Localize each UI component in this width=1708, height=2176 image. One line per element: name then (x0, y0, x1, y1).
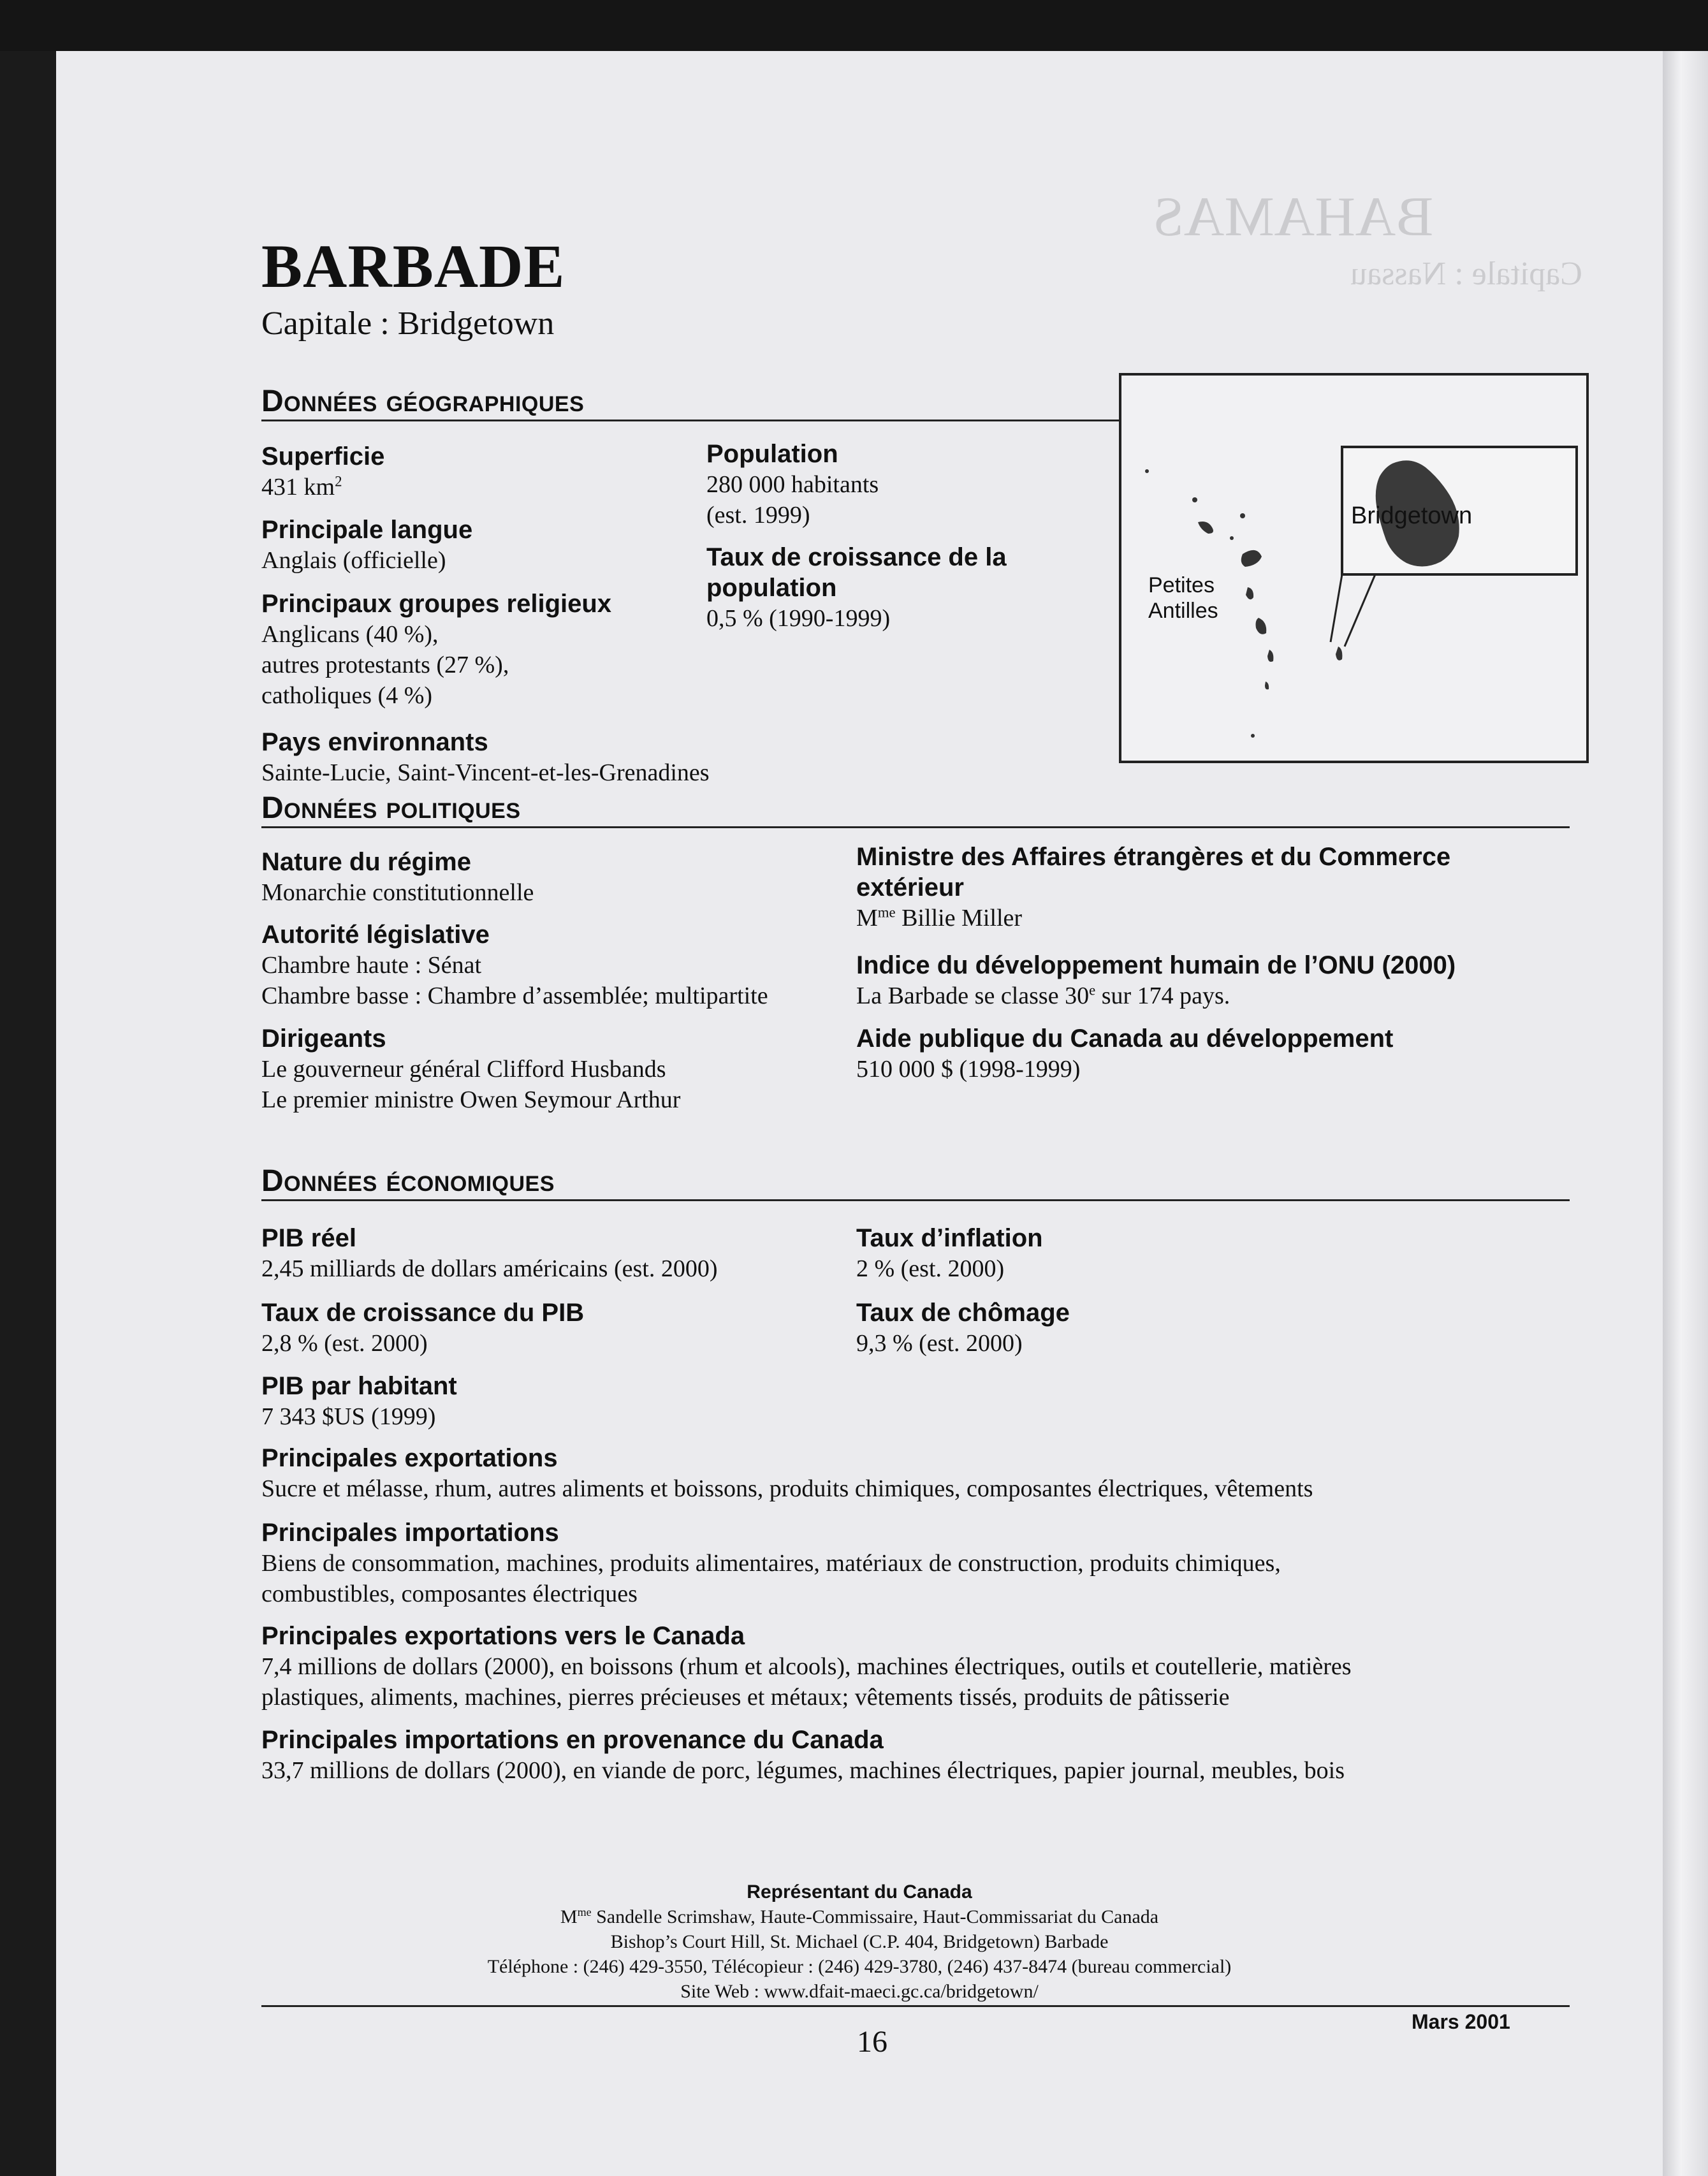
religion-label: Principaux groupes religieux (261, 590, 612, 618)
island-shape (1336, 646, 1342, 661)
religion-line: Anglicans (40 %), (261, 621, 439, 648)
leaders-block (261, 1023, 680, 1115)
island-shape (1246, 587, 1253, 599)
aid-block (856, 1023, 1393, 1084)
inset-pointer-line (1331, 574, 1342, 642)
location-map (1119, 373, 1589, 763)
imports-line: combustibles, composantes électriques (261, 1581, 638, 1607)
area-value: 431 $km^2$ (261, 473, 342, 500)
neighbours-block (261, 727, 710, 788)
show-through-text: BAHAMAS (1153, 186, 1434, 248)
imports-from-canada-label: Principales importations en provenance du Canada (261, 1726, 884, 1754)
legislature-line: Chambre haute : Sénat (261, 952, 482, 979)
island-dot (1145, 469, 1149, 473)
gdp-growth-label: Taux de croissance du PIB (261, 1299, 585, 1327)
hdi-block (856, 950, 1456, 1011)
island-dot (1192, 497, 1197, 502)
growth-value: 0,5 % (1990-1999) (706, 605, 891, 632)
inset-pointer-line (1345, 574, 1375, 646)
exports-to-canada-block (261, 1621, 1352, 1712)
language-value: Anglais (officielle) (261, 547, 446, 574)
religion-line: catholiques (4 %) (261, 682, 433, 709)
section-heading-economy: Données économiques (261, 1164, 555, 1198)
island-shape (1198, 522, 1213, 534)
section-rule (261, 420, 1119, 421)
neighbours-value: Sainte-Lucie, Saint-Vincent-et-les-Grenadines (261, 759, 710, 786)
page-title: BARBADE (261, 232, 566, 300)
section-rule (261, 1199, 1570, 1201)
next-page-edge (1663, 51, 1708, 2176)
imports-label: Principales importations (261, 1519, 559, 1547)
leaders-line: Le premier ministre Owen Seymour Arthur (261, 1086, 681, 1113)
exports-label: Principales exportations (261, 1444, 558, 1472)
map-city-label: Bridgetown (1351, 502, 1473, 529)
footer-rule (261, 2005, 1570, 2007)
legislature-line: Chambre basse : Chambre d’assemblée; multipartite (261, 982, 768, 1009)
page-number: 16 (857, 2025, 887, 2059)
religion-block (261, 588, 611, 711)
island-dot (1240, 513, 1245, 518)
language-label: Principale langue (261, 516, 473, 544)
section-heading-geography: Données géographiques (261, 384, 585, 418)
area-label: Superficie (261, 442, 385, 471)
gdp-growth-block (261, 1297, 584, 1359)
hdi-label: Indice du développement humain de l’ONU (2000) (856, 951, 1456, 979)
exports-to-canada-line: plastiques, aliments, machines, pierres précieuses et métaux; vêtements tissés, produits de pâtisserie (261, 1684, 1230, 1711)
neighbours-label: Pays environnants (261, 728, 488, 756)
map-region-label: Petites (1148, 573, 1215, 597)
scanner-border (0, 0, 1708, 51)
island-shape (1256, 618, 1267, 634)
leaders-label: Dirigeants (261, 1025, 386, 1053)
island-dot (1230, 536, 1234, 540)
minister-name: $M^{me}$ Billie Miller (856, 904, 1023, 931)
island-dot (1251, 734, 1255, 738)
exports-value: Sucre et mélasse, rhum, autres aliments et boissons, produits chimiques, composantes électriques, vêtements (261, 1475, 1313, 1502)
island-shape (1265, 682, 1269, 689)
section-heading-politics: Données politiques (261, 791, 521, 825)
unemployment-value: 9,3 % (est. 2000) (856, 1330, 1023, 1357)
exports-to-canada-label: Principales exportations vers le Canada (261, 1622, 745, 1650)
aid-value: 510 000 $ (1998-1999) (856, 1056, 1081, 1083)
gdp-growth-value: 2,8 % (est. 2000) (261, 1330, 428, 1357)
population-label: Population (706, 440, 838, 468)
population-block (706, 439, 879, 530)
map-graphic (1121, 376, 1586, 761)
gdp-label: PIB réel (261, 1224, 356, 1252)
leaders-line: Le gouverneur général Clifford Husbands (261, 1056, 666, 1083)
gdp-per-capita-value: 7 343 $US (1999) (261, 1403, 436, 1430)
unemployment-block (856, 1297, 1070, 1359)
document-page (56, 51, 1663, 2176)
representative-name: $M^{me}$ Sandelle Scrimshaw, Haute-Commissaire, Haut-Commissariat du Canada (560, 1906, 1159, 1927)
legislature-label: Autorité législative (261, 921, 490, 949)
legislature-block (261, 919, 768, 1011)
imports-from-canada-value: 33,7 millions de dollars (2000), en viande de porc, légumes, machines électriques, papier journal, meubles, bois (261, 1757, 1345, 1784)
island-shape (1267, 650, 1273, 662)
inflation-block (856, 1223, 1043, 1284)
imports-block (261, 1517, 1281, 1609)
representative-phone: Téléphone : (246) 429-3550, Télécopieur : (246) 429-3780, (246) 437-8474 (bureau commercial) (487, 1956, 1232, 1977)
imports-line: Biens de consommation, machines, produits alimentaires, matériaux de construction, produits chimiques, (261, 1550, 1281, 1577)
growth-block (706, 542, 1007, 634)
show-through-text: Capitale : Nassau (1350, 256, 1582, 292)
regime-value: Monarchie constitutionnelle (261, 879, 534, 906)
capital-line: Capitale : Bridgetown (261, 305, 555, 342)
gdp-per-capita-label: PIB par habitant (261, 1372, 457, 1400)
imports-from-canada-block (261, 1725, 1345, 1786)
inflation-label: Taux d’inflation (856, 1224, 1043, 1252)
unemployment-label: Taux de chômage (856, 1299, 1070, 1327)
representative-title: Représentant du Canada (747, 1881, 972, 1902)
growth-label-line: population (706, 574, 837, 602)
publication-date: Mars 2001 (1412, 2010, 1510, 2033)
page-content (56, 51, 1663, 2176)
island-shape (1241, 550, 1262, 567)
minister-label-line: extérieur (856, 873, 964, 902)
section-rule (261, 826, 1570, 828)
exports-block (261, 1443, 1313, 1504)
hdi-value: La Barbade se classe 30e sur 174 pays. (856, 982, 1230, 1009)
map-region-label: Antilles (1148, 599, 1218, 623)
gdp-block (261, 1223, 718, 1284)
language-block (261, 515, 472, 576)
representative-address: Bishop’s Court Hill, St. Michael (C.P. 404, Bridgetown) Barbade (610, 1931, 1109, 1952)
gdp-per-capita-block (261, 1371, 457, 1432)
representative-website: Site Web : www.dfait-maeci.gc.ca/bridgetown/ (680, 1981, 1039, 2002)
population-line: (est. 1999) (706, 502, 810, 529)
minister-block (856, 842, 1450, 933)
inflation-value: 2 % (est. 2000) (856, 1255, 1005, 1282)
aid-label: Aide publique du Canada au développement (856, 1025, 1394, 1053)
population-line: 280 000 habitants (706, 471, 879, 498)
growth-label-line: Taux de croissance de la (706, 543, 1007, 571)
regime-block (261, 847, 534, 908)
exports-to-canada-line: 7,4 millions de dollars (2000), en boissons (rhum et alcools), machines électriques, outils et coutellerie, matières (261, 1653, 1352, 1680)
area-block (261, 441, 384, 502)
regime-label: Nature du régime (261, 848, 471, 876)
gdp-value: 2,45 milliards de dollars américains (est. 2000) (261, 1255, 718, 1282)
religion-line: autres protestants (27 %), (261, 652, 509, 678)
minister-label-line: Ministre des Affaires étrangères et du Commerce (856, 843, 1451, 871)
